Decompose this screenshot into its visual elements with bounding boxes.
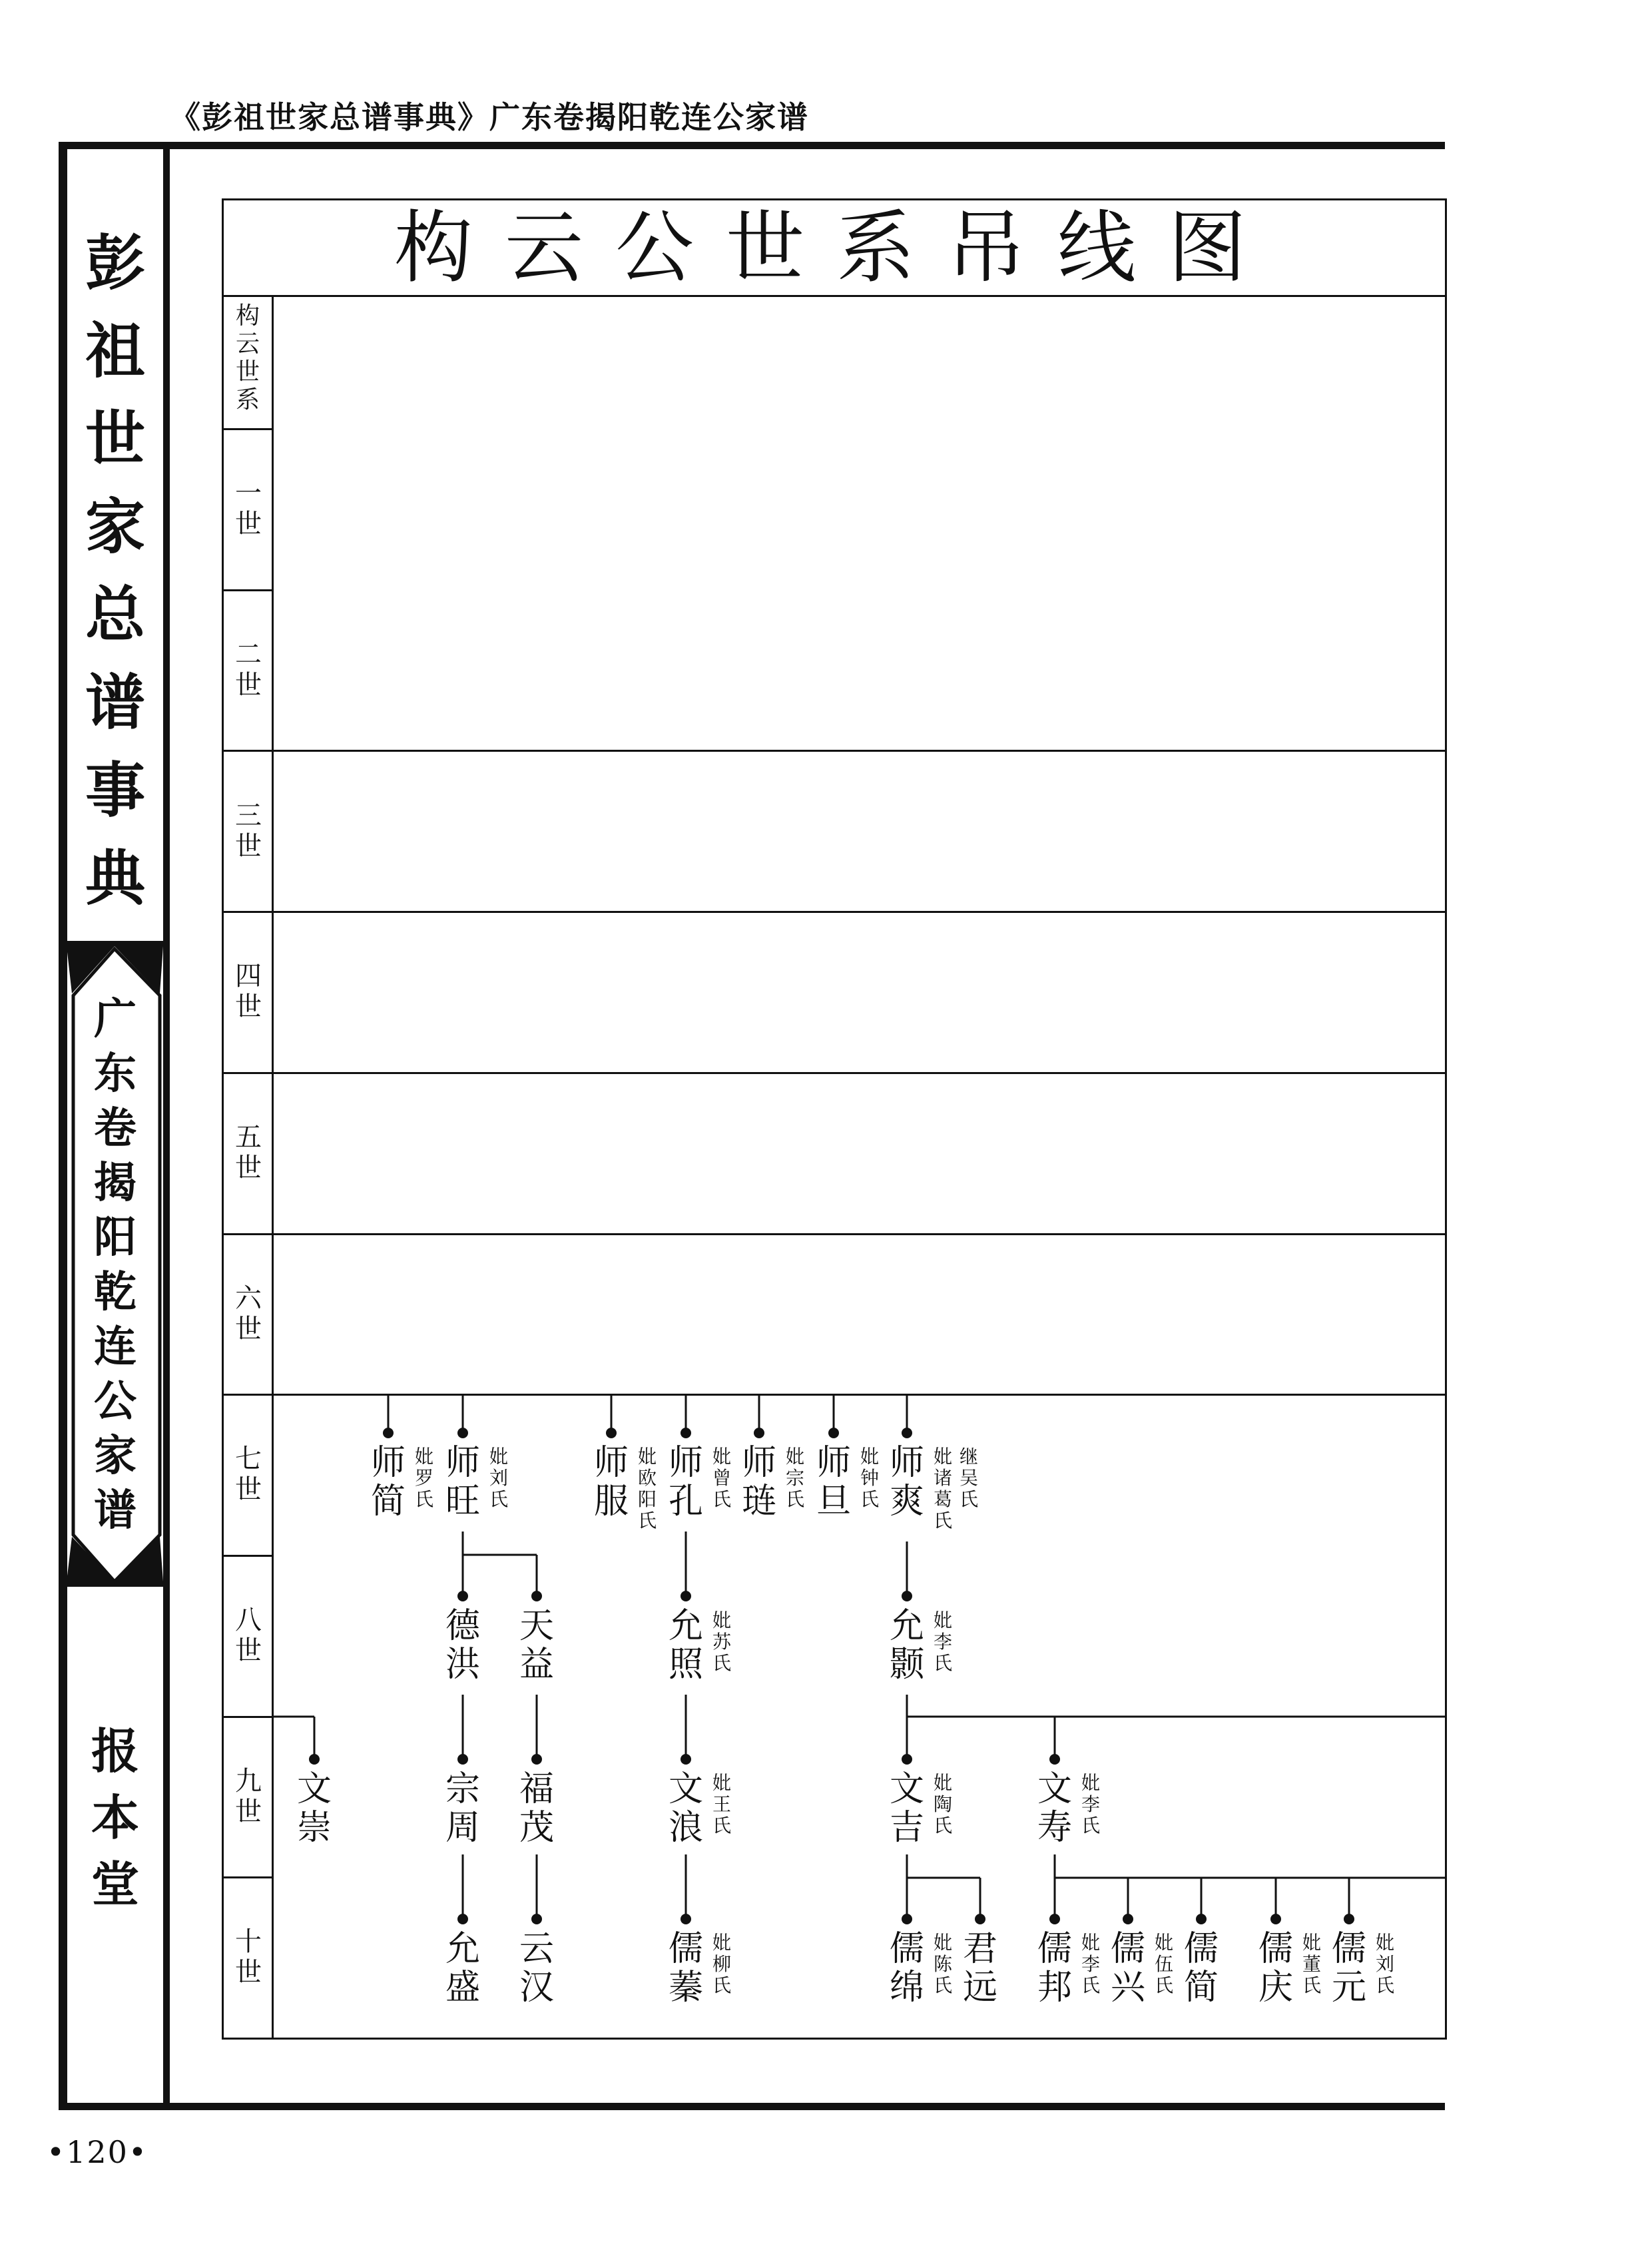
person-name-wenchong: 文崇	[296, 1769, 332, 1848]
generation-label-root: 构云世系	[235, 302, 260, 414]
person-name-fumao: 福茂	[519, 1769, 554, 1848]
person-name-yunzhao: 允照	[668, 1606, 703, 1685]
person-wife-wenshou: 妣李氏	[1081, 1772, 1100, 1836]
person-wife-rumian: 妣陈氏	[933, 1932, 952, 1996]
person-name-yunhan: 云汉	[519, 1929, 554, 2008]
person-wife-shijian: 妣罗氏	[414, 1446, 433, 1510]
generation-label-2: 二世	[235, 639, 262, 701]
person-wife-yunhao: 妣李氏	[933, 1609, 952, 1674]
generation-label-5: 五世	[235, 1122, 262, 1183]
person-name-rumian: 儒绵	[889, 1929, 924, 2008]
running-header: 《彭祖世家总谱事典》广东卷揭阳乾连公家谱	[170, 99, 809, 135]
spine-title: 彭祖世家总谱事典	[85, 228, 145, 914]
person-name-shijian: 师简	[370, 1443, 406, 1522]
person-wife-ruxing: 妣伍氏	[1154, 1932, 1173, 1996]
person-name-shikong: 师孔	[668, 1443, 703, 1522]
person-name-junyuan: 君远	[962, 1929, 997, 2008]
person-name-dehong: 德洪	[445, 1606, 480, 1685]
person-wife-ruyuan: 妣刘氏	[1375, 1932, 1394, 1996]
spine-hall-name: 报本堂	[91, 1723, 139, 1912]
person-wife-shidan: 妣钟氏	[860, 1446, 879, 1510]
generation-label-9: 九世	[235, 1766, 262, 1827]
generation-label-3: 三世	[235, 800, 262, 862]
person-name-ruzhen: 儒蓁	[668, 1929, 703, 2008]
person-name-ruxing: 儒兴	[1110, 1929, 1145, 2008]
person-name-rujian: 儒简	[1183, 1929, 1219, 2008]
generation-label-6: 六世	[235, 1283, 262, 1344]
person-wife-shifu: 妣欧阳氏	[637, 1446, 657, 1532]
person-wife-ruqing: 妣董氏	[1302, 1932, 1321, 1996]
person-wife-shilian: 妣宗氏	[785, 1446, 804, 1510]
person-name-shilian: 师琏	[741, 1443, 776, 1522]
person-name-shidan: 师旦	[816, 1443, 851, 1522]
person-name-shifu: 师服	[593, 1443, 629, 1522]
chart-title: 构云公世系吊线图	[394, 202, 1278, 294]
person-name-rubang: 儒邦	[1037, 1929, 1072, 2008]
page-number: •120•	[47, 2134, 148, 2170]
person-wife-rubang: 妣李氏	[1081, 1932, 1100, 1996]
person-name-wenji: 文吉	[889, 1769, 924, 1848]
person-name-ruqing: 儒庆	[1258, 1929, 1293, 2008]
generation-label-7: 七世	[235, 1444, 262, 1505]
generation-label-10: 十世	[235, 1926, 262, 1988]
person-name-yunsheng: 允盛	[445, 1929, 480, 2008]
person-wife-shishuang: 妣诸葛氏	[933, 1446, 952, 1532]
person-wife2-shishuang: 继吴氏	[959, 1446, 978, 1510]
person-wife-wenji: 妣陶氏	[933, 1772, 952, 1836]
person-name-shiwang: 师旺	[445, 1443, 480, 1522]
person-name-tianyi: 天益	[519, 1606, 554, 1685]
person-name-yunhao: 允颢	[889, 1606, 924, 1685]
person-wife-yunzhao: 妣苏氏	[712, 1609, 731, 1674]
generation-label-8: 八世	[235, 1605, 262, 1666]
person-wife-ruzhen: 妣柳氏	[712, 1932, 731, 1996]
generation-label-4: 四世	[235, 961, 262, 1022]
spine-subtitle: 广东卷揭阳乾连公家谱	[94, 995, 137, 1536]
generation-label-1: 一世	[235, 478, 262, 539]
person-wife-shiwang: 妣刘氏	[489, 1446, 508, 1510]
person-wife-shikong: 妣曾氏	[712, 1446, 731, 1510]
person-name-ruyuan: 儒元	[1331, 1929, 1366, 2008]
person-name-wenshou: 文寿	[1037, 1769, 1072, 1848]
person-name-zongzhou: 宗周	[445, 1769, 480, 1848]
person-wife-wenlang: 妣王氏	[712, 1772, 731, 1836]
person-name-wenlang: 文浪	[668, 1769, 703, 1848]
person-name-shishuang: 师爽	[889, 1443, 924, 1522]
